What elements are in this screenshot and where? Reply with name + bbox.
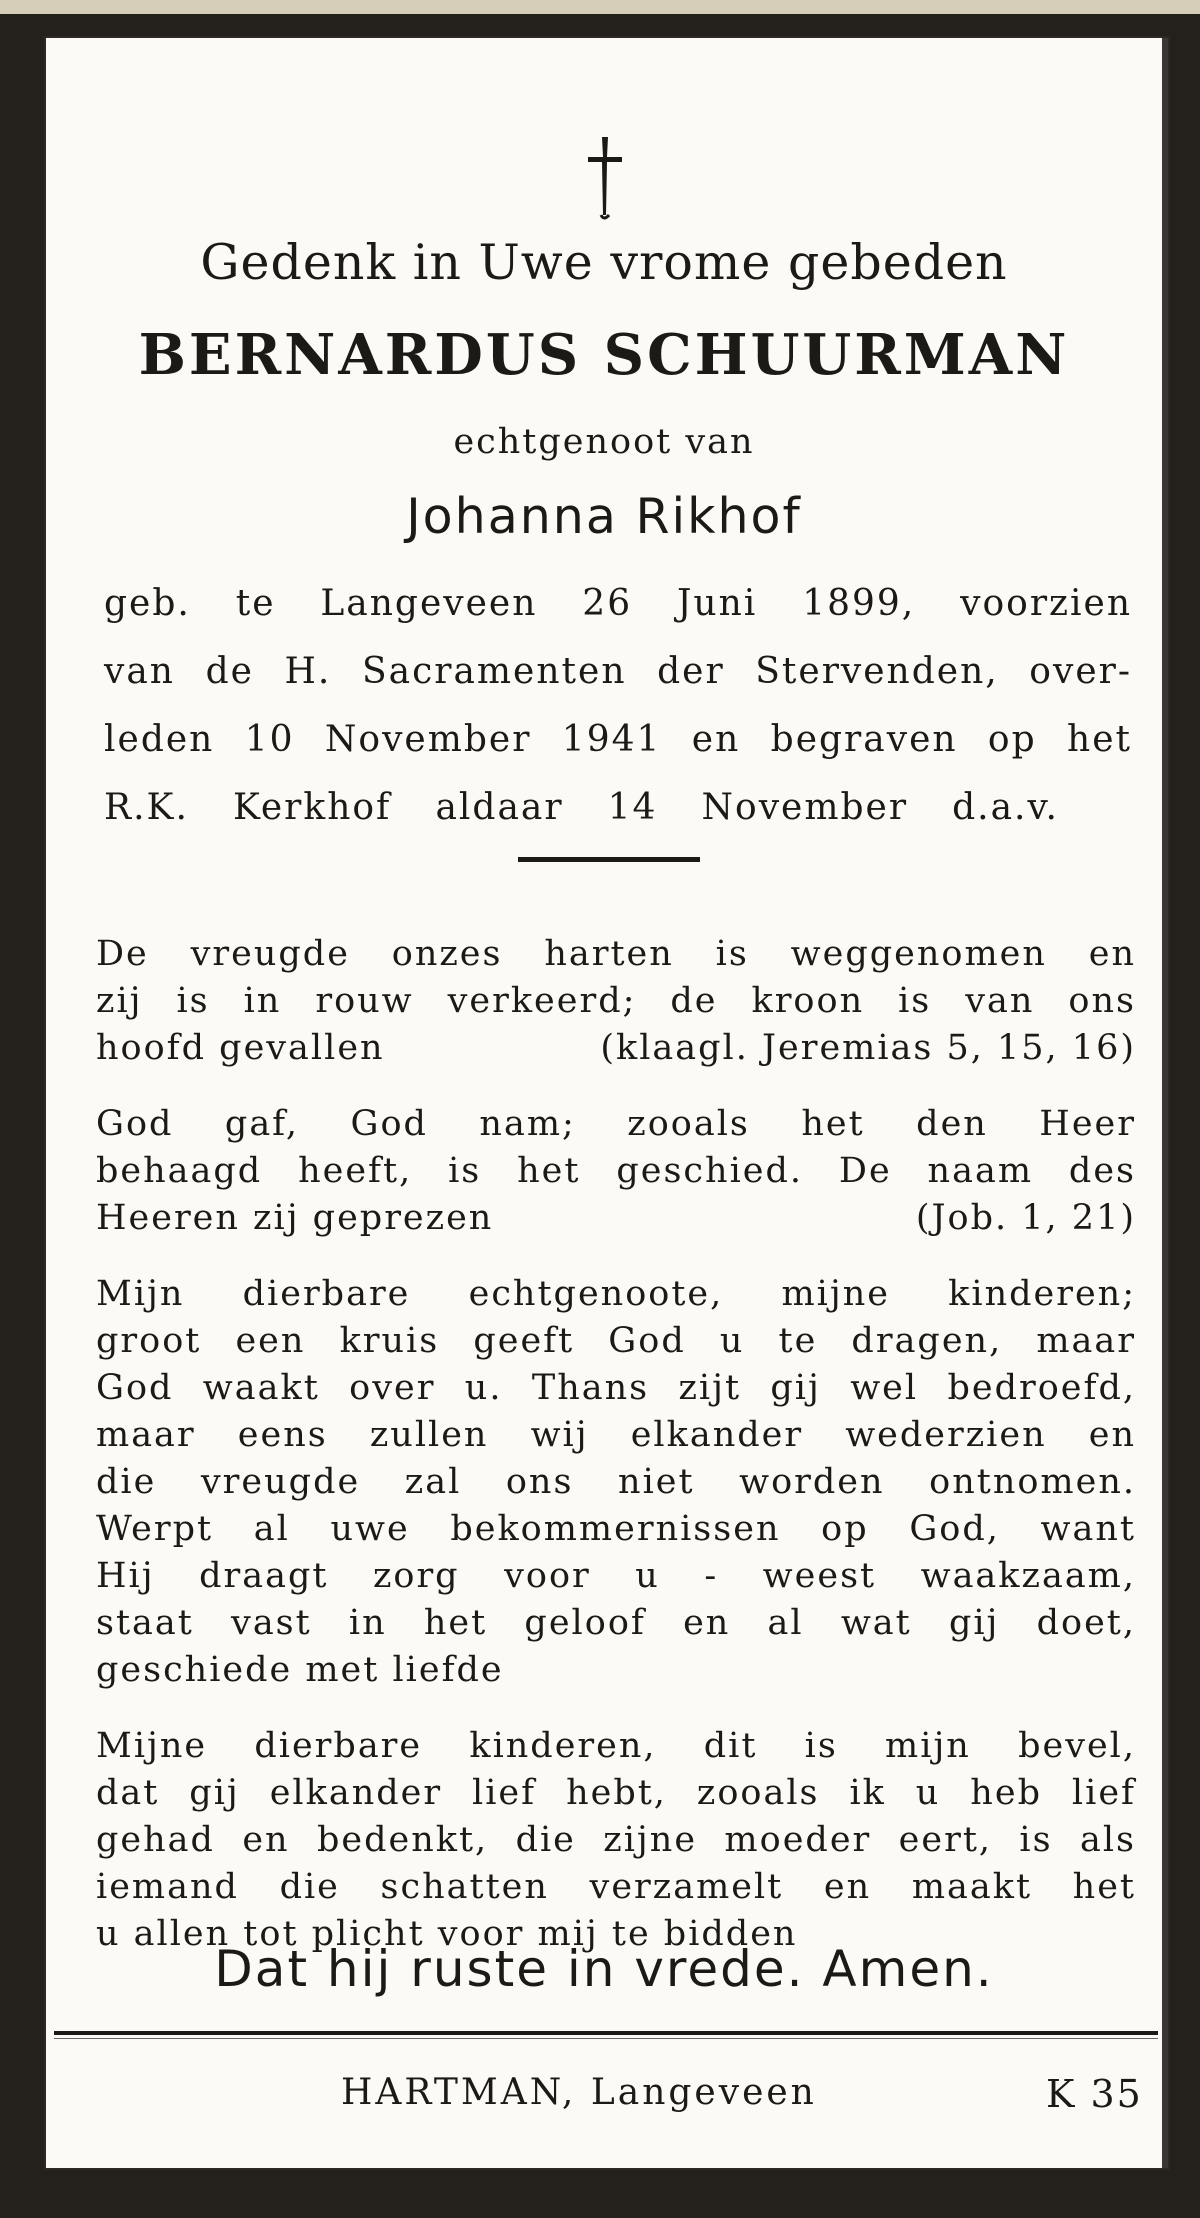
text-line: Mijne dierbare kinderen, dit is mijn bevel, [96, 1726, 1136, 1766]
scan-edge [0, 0, 1200, 14]
cross-icon [576, 133, 634, 221]
verse-lamentations [96, 931, 1136, 1072]
verse-line: hoofd gevallen [96, 1028, 385, 1068]
verse-line-with-ref [96, 1195, 1136, 1242]
text-line: u allen tot plicht voor mij te bidden [96, 1914, 798, 1954]
spouse-name: Johanna Rikhof [406, 488, 802, 545]
text-line: Mijn dierbare echtgenoote, mijne kinderen; [96, 1274, 1136, 1314]
text-line: gehad en bedenkt, die zijne moeder eert, is als [96, 1820, 1136, 1860]
text-line: geschiede met liefde [96, 1650, 504, 1690]
text-line: groot een kruis geeft God u te dragen, maar [96, 1321, 1136, 1361]
bio-line: van de H. Sacramenten der Stervenden, over- [104, 651, 1132, 692]
bio-line: geb. te Langeveen 26 Juni 1899, voorzien [104, 583, 1132, 624]
verse-line: behaagd heeft, is het geschied. De naam des [96, 1151, 1136, 1191]
printer-credit: HARTMAN, Langeveen [341, 2072, 817, 2113]
verse-job [96, 1101, 1136, 1242]
memorial-card [46, 38, 1168, 2168]
verse-line: zij is in rouw verkeerd; de kroon is van ons [96, 981, 1136, 1021]
deceased-name: BERNARDUS SCHUURMAN [138, 322, 1070, 388]
verse-reference: (klaagl. Jeremias 5, 15, 16) [600, 1028, 1136, 1068]
verse-line: De vreugde onzes harten is weggenomen en [96, 934, 1136, 974]
relation-line: echtgenoot van [453, 422, 755, 462]
verse-reference: (Job. 1, 21) [915, 1198, 1136, 1238]
farewell-children [96, 1723, 1136, 1958]
bio-line: R.K. Kerkhof aldaar 14 November d.a.v. [104, 787, 1059, 828]
divider [518, 857, 700, 862]
text-line: Werpt al uwe bekommernissen op God, want [96, 1509, 1136, 1549]
text-line: die vreugde zal ons niet worden ontnomen. [96, 1462, 1136, 1502]
text-line: iemand die schatten verzamelt en maakt het [96, 1867, 1136, 1907]
text-line: staat vast in het geloof en al wat gij doet, [96, 1603, 1136, 1643]
verse-line: Heeren zij geprezen [96, 1198, 494, 1238]
footer-rule [54, 2031, 1158, 2035]
farewell-spouse [96, 1271, 1136, 1694]
verse-line: God gaf, God nam; zooals het den Heer [96, 1104, 1136, 1144]
intro-line: Gedenk in Uwe vrome gebeden [200, 234, 1008, 291]
verse-line-with-ref [96, 1025, 1136, 1072]
text-line: dat gij elkander lief hebt, zooals ik u heb lief [96, 1773, 1136, 1813]
text-line: God waakt over u. Thans zijt gij wel bedroefd, [96, 1368, 1136, 1408]
closing-prayer: Dat hij ruste in vrede. Amen. [214, 1940, 994, 1998]
bio-line: leden 10 November 1941 en begraven op het [104, 719, 1132, 760]
text-line: Hij draagt zorg voor u - weest waakzaam, [96, 1556, 1136, 1596]
bio-paragraph [104, 570, 1132, 842]
text-line: maar eens zullen wij elkander wederzien en [96, 1415, 1136, 1455]
footer-rule-thin [54, 2038, 1158, 2039]
card-code: K 35 [1046, 2072, 1143, 2116]
